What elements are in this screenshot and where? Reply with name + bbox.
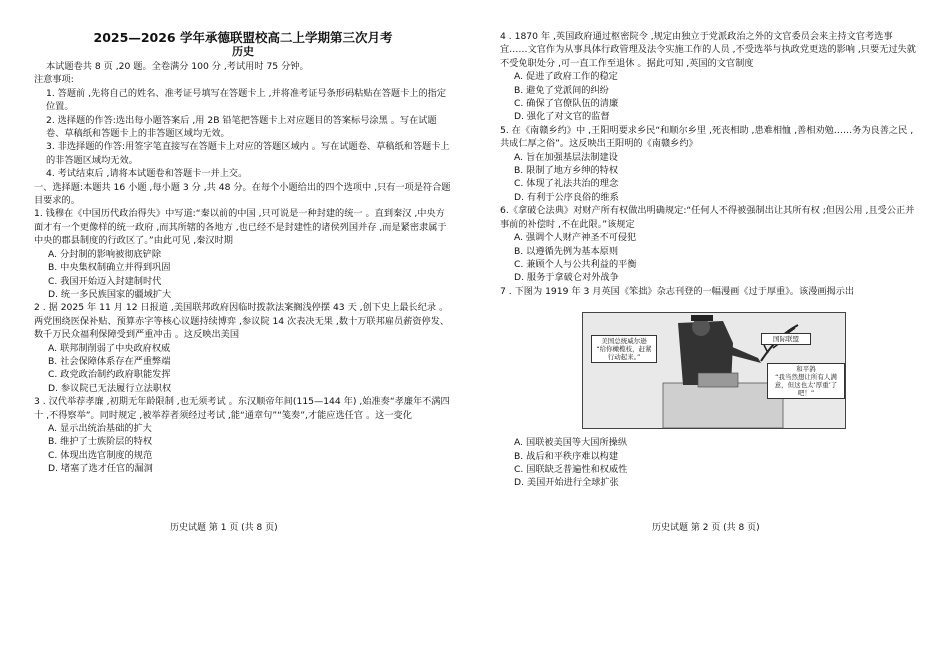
question-5 (500, 124, 920, 204)
option-d[interactable]: D. 美国开始进行全球扩张 (514, 477, 619, 489)
option-d[interactable]: D. 统一多民族国家的疆域扩大 (48, 288, 172, 300)
option-b[interactable]: B. 限制了地方乡绅的特权 (514, 165, 619, 177)
option-c[interactable]: C. 体现出选官制度的规范 (48, 449, 153, 461)
option-b[interactable]: B. 维护了士族阶层的特权 (48, 436, 153, 448)
option-c[interactable]: C. 体现了礼法共治的理念 (514, 178, 619, 190)
option-b[interactable]: B. 中央集权制确立并得到巩固 (48, 262, 171, 274)
notice-item-1: 1. 答题前 ,先将自己的姓名、准考证号填写在答题卡上 ,并将准考证号条形码粘贴在答题卡上的指定位置。 (46, 87, 447, 113)
label-peace-text: 和平鸽 (796, 365, 816, 373)
label-wilson-text: 美国总统威尔逊 (601, 337, 647, 345)
option-c[interactable]: C. 我国开始迈入封建制时代 (48, 275, 162, 287)
option-d[interactable]: D. 参议院已无法履行立法职权 (48, 382, 172, 394)
exam-info: 本试题卷共 8 页 ,20 题。全卷满分 100 分 ,考试用时 75 分钟。 (46, 61, 309, 72)
option-a[interactable]: A. 国联被美国等大国所操纵 (514, 437, 628, 449)
option-b[interactable]: B. 避免了党派间的纠纷 (514, 84, 609, 96)
notice-item-2: 2. 选择题的作答:选出每小题答案后 ,用 2B 铅笔把答题卡上对应题目的答案标号涂黑 。写在试题卷、草稿纸和答题卡上的非答题区域均无效。 (46, 114, 437, 140)
question-2 (34, 301, 452, 395)
option-c[interactable]: C. 确保了官僚队伍的清廉 (514, 98, 619, 110)
cartoon-too-heavy (582, 312, 846, 429)
question-stem: 2 . 据 2025 年 11 月 12 日报道 ,美国联邦政府因临时拨款法案搁浅停摆 43 天 ,创下史上最长纪录 。两党围绕医保补贴、预算赤字等核心议题持续博弈 ,参议院 14 次表决无果 ,数十万联邦雇员薪资停发、数千万民众福利保障受到严重冲击 。这反映出美国 (34, 302, 450, 341)
option-d[interactable]: D. 有利于公序良俗的维系 (514, 191, 619, 203)
notice-item-3: 3. 非选择题的作答:用签字笔直接写在答题卡上对应的答题区域内 。写在试题卷、草稿纸和答题卡上的非答题区域均无效。 (46, 141, 450, 166)
question-6 (500, 204, 920, 284)
option-c[interactable]: C. 兼顾个人与公共利益的平衡 (514, 258, 637, 270)
option-c[interactable]: C. 国联缺乏普遍性和权威性 (514, 463, 628, 475)
footer-page-2: 历史试题 第 2 页 (共 8 页) (652, 523, 760, 533)
option-d[interactable]: D. 堵塞了选才任官的漏洞 (48, 463, 153, 475)
option-b[interactable]: B. 社会保障体系存在严重弊端 (48, 355, 171, 367)
notice-item-4: 4. 考试结束后 ,请将本试题卷和答题卡一并上交。 (46, 168, 248, 180)
question-stem: 4 . 1870 年 ,英国政府通过枢密院令 ,规定由独立于党派政治之外的文官委员会来主持文官考选事宜……文官作为从事具体行政管理及法令实施工作的人员 ,不受选举与执政党更迭的影响 ,只要无过失就不受免职处分 ,可一直工作至退休 。据此可知 ,英国的文官制度 (500, 31, 916, 69)
exam-subject: 历史 (232, 45, 254, 58)
question-stem: 7 . 下图为 1919 年 3 月英国《笨拙》杂志刊登的一幅漫画《过于厚重》。该漫画揭示出 (500, 285, 855, 297)
label-peace-dove (767, 363, 845, 399)
option-a[interactable]: A. 强调个人财产神圣不可侵犯 (514, 232, 637, 244)
question-4 (500, 30, 920, 124)
option-c[interactable]: C. 政党政治制约政府职能发挥 (48, 369, 171, 381)
left-column (34, 30, 452, 476)
label-wilson (591, 335, 657, 363)
exam-title: 2025—2026 学年承德联盟校高二上学期第三次月考 (93, 30, 393, 45)
question-stem: 1. 钱穆在《中国历代政治得失》中写道:“秦以前的中国 ,只可说是一种封建的统一 。直到秦汉 ,中央方面才有一个更像样的统一政府 ,而其所辖的各地方 ,也已经不是封建性的诸侯列国并存 ,而是紧密隶属于中央的郡县制度的行政区了。”由此可见 ,秦汉时期 (34, 208, 447, 247)
option-a[interactable]: A. 分封制的影响被彻底铲除 (48, 248, 162, 260)
question-3 (34, 395, 452, 475)
label-wilson-quote: “给你橄榄枝，赶紧行动起来。” (596, 345, 652, 361)
question-stem: 6.《拿破仑法典》对财产所有权做出明确规定:“任何人不得被强制出让其所有权 ;但因公用 ,且受公正并事前的补偿时 ,不在此限。”该规定 (500, 205, 915, 230)
option-b[interactable]: B. 战后和平秩序难以构建 (514, 450, 619, 462)
option-a[interactable]: A. 显示出统治基础的扩大 (48, 422, 152, 434)
option-b[interactable]: B. 以遵循先例为基本原则 (514, 245, 619, 257)
question-1 (34, 207, 452, 301)
footer-page-1: 历史试题 第 1 页 (共 8 页) (170, 523, 278, 533)
option-d[interactable]: D. 强化了对文官的监督 (514, 111, 610, 123)
option-a[interactable]: A. 旨在加强基层法制建设 (514, 151, 618, 163)
option-d[interactable]: D. 服务于拿破仑对外战争 (514, 272, 619, 284)
section-heading: 一、选择题:本题共 16 小题 ,每小题 3 分 ,共 48 分。在每个小题给出的四个选项中 ,只有一项是符合题目要求的。 (34, 181, 451, 207)
label-league: 国际联盟 (761, 333, 811, 345)
question-stem: 5. 在《南赣乡约》中 ,王阳明要求乡民“和顺尔乡里 ,死丧相助 ,患难相恤 ,善相劝勉……务为良善之民 ,共成仁厚之俗”。这反映出王阳明的《南赣乡约》 (500, 124, 914, 150)
option-a[interactable]: A. 联邦制削弱了中央政府权威 (48, 342, 171, 354)
question-stem: 3 . 汉代举荐孝廉 ,初期无年龄限制 ,也无须考试 。东汉顺帝年间(115—144 年) ,始准奏“孝廉年不满四十 ,不得察举”。同时规定 ,被举荐者须经过考试 ,能“通章句”“笺奏”,才能应选任官 。这一变化 (34, 396, 450, 421)
notice-heading: 注意事项: (34, 74, 74, 86)
option-a[interactable]: A. 促进了政府工作的稳定 (514, 71, 618, 83)
label-peace-quote: “我当然想让所有人满意，但这也太‘厚重’了吧！” (774, 373, 838, 397)
